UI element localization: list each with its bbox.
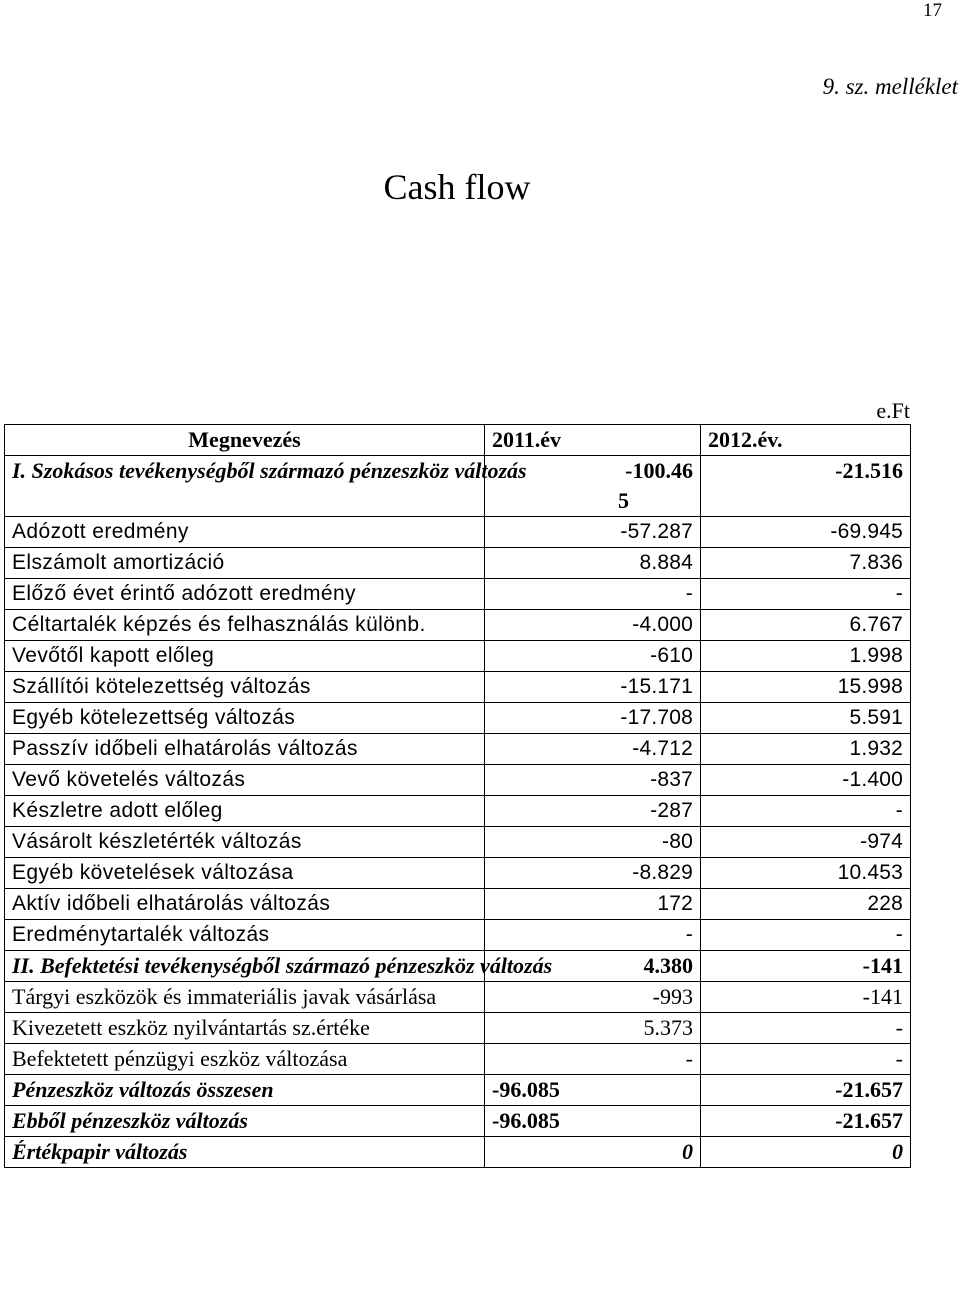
row-value-2011: -8.829 xyxy=(485,858,701,889)
table-row-section-1 xyxy=(5,456,911,517)
row-value-2012: -21.657 xyxy=(701,1106,911,1137)
table-row-subtotal xyxy=(5,1106,911,1137)
row-label: Szállítói kötelezettség változás xyxy=(5,672,485,703)
row-value-2012: - xyxy=(701,920,911,951)
table-row xyxy=(5,517,911,548)
row-label: Adózott eredmény xyxy=(5,517,485,548)
row-value-2012: 7.836 xyxy=(701,548,911,579)
row-value-2012: -974 xyxy=(701,827,911,858)
row-value-2012: 1.932 xyxy=(701,734,911,765)
header-2011: 2011.év xyxy=(485,425,701,456)
row-value-2012: 5.591 xyxy=(701,703,911,734)
row-value-2012: - xyxy=(701,1044,911,1075)
page-title: Cash flow xyxy=(383,167,531,207)
table-row-total xyxy=(5,1075,911,1106)
row-value-2012: 6.767 xyxy=(701,610,911,641)
row-label: Egyéb követelések változása xyxy=(5,858,485,889)
row-label: Passzív időbeli elhatárolás változás xyxy=(5,734,485,765)
row-label: Céltartalék képzés és felhasználás különb. xyxy=(5,610,485,641)
row-value-2011: -15.171 xyxy=(485,672,701,703)
row-value-2011: - xyxy=(485,920,701,951)
row-value-2011: -287 xyxy=(485,796,701,827)
row-value-2012: 0 xyxy=(701,1137,911,1168)
header-name: Megnevezés xyxy=(5,425,485,456)
table-row xyxy=(5,1013,911,1044)
table-row xyxy=(5,548,911,579)
row-value-2012: 228 xyxy=(701,889,911,920)
row-label: I. Szokásos tevékenységből származó pénzeszköz változás xyxy=(5,456,485,517)
table-row xyxy=(5,672,911,703)
page-number: 17 xyxy=(923,0,942,21)
row-value-2011: -17.708 xyxy=(485,703,701,734)
row-label: II. Befektetési tevékenységből származó pénzeszköz változás xyxy=(5,951,485,982)
table-row xyxy=(5,1044,911,1075)
header-2012: 2012.év. xyxy=(701,425,911,456)
row-value-2011: - xyxy=(485,579,701,610)
row-value-2012: -141 xyxy=(701,982,911,1013)
table-row xyxy=(5,920,911,951)
table-row xyxy=(5,765,911,796)
row-value-2012: - xyxy=(701,1013,911,1044)
row-label: Vásárolt készletérték változás xyxy=(5,827,485,858)
annex-label: 9. sz. melléklet xyxy=(822,74,958,99)
table-row-section-2 xyxy=(5,951,911,982)
row-value-2011: -96.085 xyxy=(485,1106,701,1137)
row-label: Ebből pénzeszköz változás xyxy=(5,1106,485,1137)
row-value-2011: 8.884 xyxy=(485,548,701,579)
table-row xyxy=(5,579,911,610)
row-label: Értékpapir változás xyxy=(5,1137,485,1168)
row-value-2011: -96.085 xyxy=(485,1075,701,1106)
row-value-2011: -57.287 xyxy=(485,517,701,548)
row-label: Pénzeszköz változás összesen xyxy=(5,1075,485,1106)
row-value-2011: -610 xyxy=(485,641,701,672)
row-value-2012: - xyxy=(701,796,911,827)
row-label: Előző évet érintő adózott eredmény xyxy=(5,579,485,610)
table-row xyxy=(5,982,911,1013)
row-value-2012: 10.453 xyxy=(701,858,911,889)
table-row xyxy=(5,796,911,827)
table-row xyxy=(5,641,911,672)
row-value-2011: 5.373 xyxy=(485,1013,701,1044)
row-value-2011: -837 xyxy=(485,765,701,796)
table-header-row xyxy=(5,425,911,456)
table-row xyxy=(5,858,911,889)
row-value-2011: -4.000 xyxy=(485,610,701,641)
row-value-2012: 1.998 xyxy=(701,641,911,672)
row-value-2012: 15.998 xyxy=(701,672,911,703)
row-value-2012: -21.516 xyxy=(701,456,911,517)
table-row xyxy=(5,889,911,920)
row-value-2011: -4.712 xyxy=(485,734,701,765)
row-label: Tárgyi eszközök és immateriális javak vásárlása xyxy=(5,982,485,1013)
table-row xyxy=(5,703,911,734)
table-row-securities xyxy=(5,1137,911,1168)
row-label: Elszámolt amortizáció xyxy=(5,548,485,579)
row-value-2012: -141 xyxy=(701,951,911,982)
row-value-2011: 4.380 xyxy=(485,951,701,982)
row-label: Vevőtől kapott előleg xyxy=(5,641,485,672)
row-label: Befektetett pénzügyi eszköz változása xyxy=(5,1044,485,1075)
row-label: Egyéb kötelezettség változás xyxy=(5,703,485,734)
row-value-2012: -1.400 xyxy=(701,765,911,796)
row-label: Vevő követelés változás xyxy=(5,765,485,796)
row-value-2012: - xyxy=(701,579,911,610)
row-value-2011: -993 xyxy=(485,982,701,1013)
row-label: Készletre adott előleg xyxy=(5,796,485,827)
row-label: Aktív időbeli elhatárolás változás xyxy=(5,889,485,920)
currency-unit: e.Ft xyxy=(876,398,910,423)
row-value-2011: 172 xyxy=(485,889,701,920)
table-row xyxy=(5,610,911,641)
row-value-2011: - xyxy=(485,1044,701,1075)
table-row xyxy=(5,734,911,765)
row-label: Eredménytartalék változás xyxy=(5,920,485,951)
table-row xyxy=(5,827,911,858)
row-label: Kivezetett eszköz nyilvántartás sz.értéke xyxy=(5,1013,485,1044)
row-value-2012: -21.657 xyxy=(701,1075,911,1106)
cash-flow-table xyxy=(4,424,911,1168)
row-value-2011: 0 xyxy=(485,1137,701,1168)
row-value-2012: -69.945 xyxy=(701,517,911,548)
row-value-2011: -100.46 5 xyxy=(485,456,701,517)
row-value-2011: -80 xyxy=(485,827,701,858)
